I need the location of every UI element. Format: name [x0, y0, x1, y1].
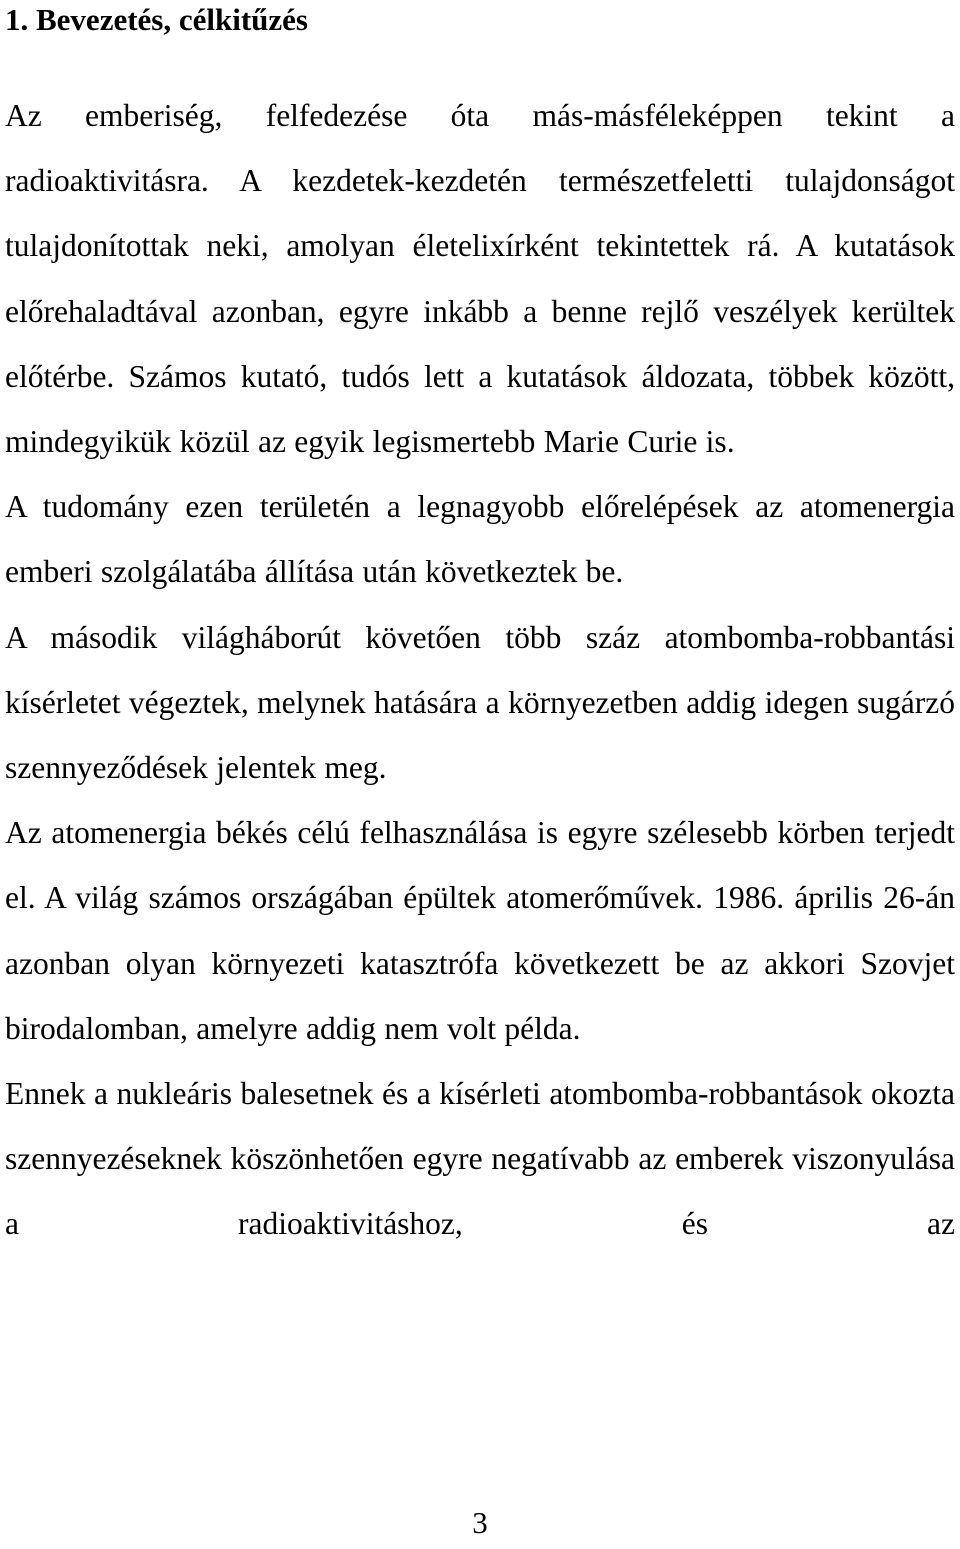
body-text [5, 83, 955, 1257]
paragraph-bomb-tests: A második világháborút követően több száz atombomba-robbantási kísérletet végeztek, melynek hatására a környezetben addig idegen sugárzó szennyeződések jelentek meg. [5, 619, 955, 786]
paragraph-atomic-energy-progress: A tudomány ezen területén a legnagyobb előrelépések az atomenergia emberi szolgálatába állítása után következtek be. [5, 489, 955, 590]
paragraph-chernobyl: Az atomenergia békés célú felhasználása is egyre szélesebb körben terjedt el. A világ számos országában épültek atomerőművek. 1986. április 26-án azonban olyan környezeti katasztrófa következett be az akkori Szovjet birodalomban, amelyre addig nem volt példa. [5, 815, 955, 1046]
section-heading: 1. Bevezetés, célkitűzés [5, 2, 308, 37]
paragraph-negative-attitude: Ennek a nukleáris balesetnek és a kísérleti atombomba-robbantások okozta szennyezéseknek köszönhetően egyre negatívabb az emberek viszonyulása a radioaktivitáshoz, és az [5, 1076, 955, 1242]
document-page [5, 0, 955, 1257]
page-number: 3 [472, 1505, 488, 1540]
paragraph-radioactivity-history: Az emberiség, felfedezése óta más-másféleképpen tekint a radioaktivitásra. A kezdetek-kezdetén természetfeletti tulajdonságot tulajdonítottak neki, amolyan életelixírként tekintettek rá. A kutatások előrehaladtával azonban, egyre inkább a benne rejlő veszélyek kerültek előtérbe. Számos kutató, tudós lett a kutatások áldozata, többek között, mindegyikük közül az egyik legismertebb Marie Curie is. [5, 98, 955, 460]
